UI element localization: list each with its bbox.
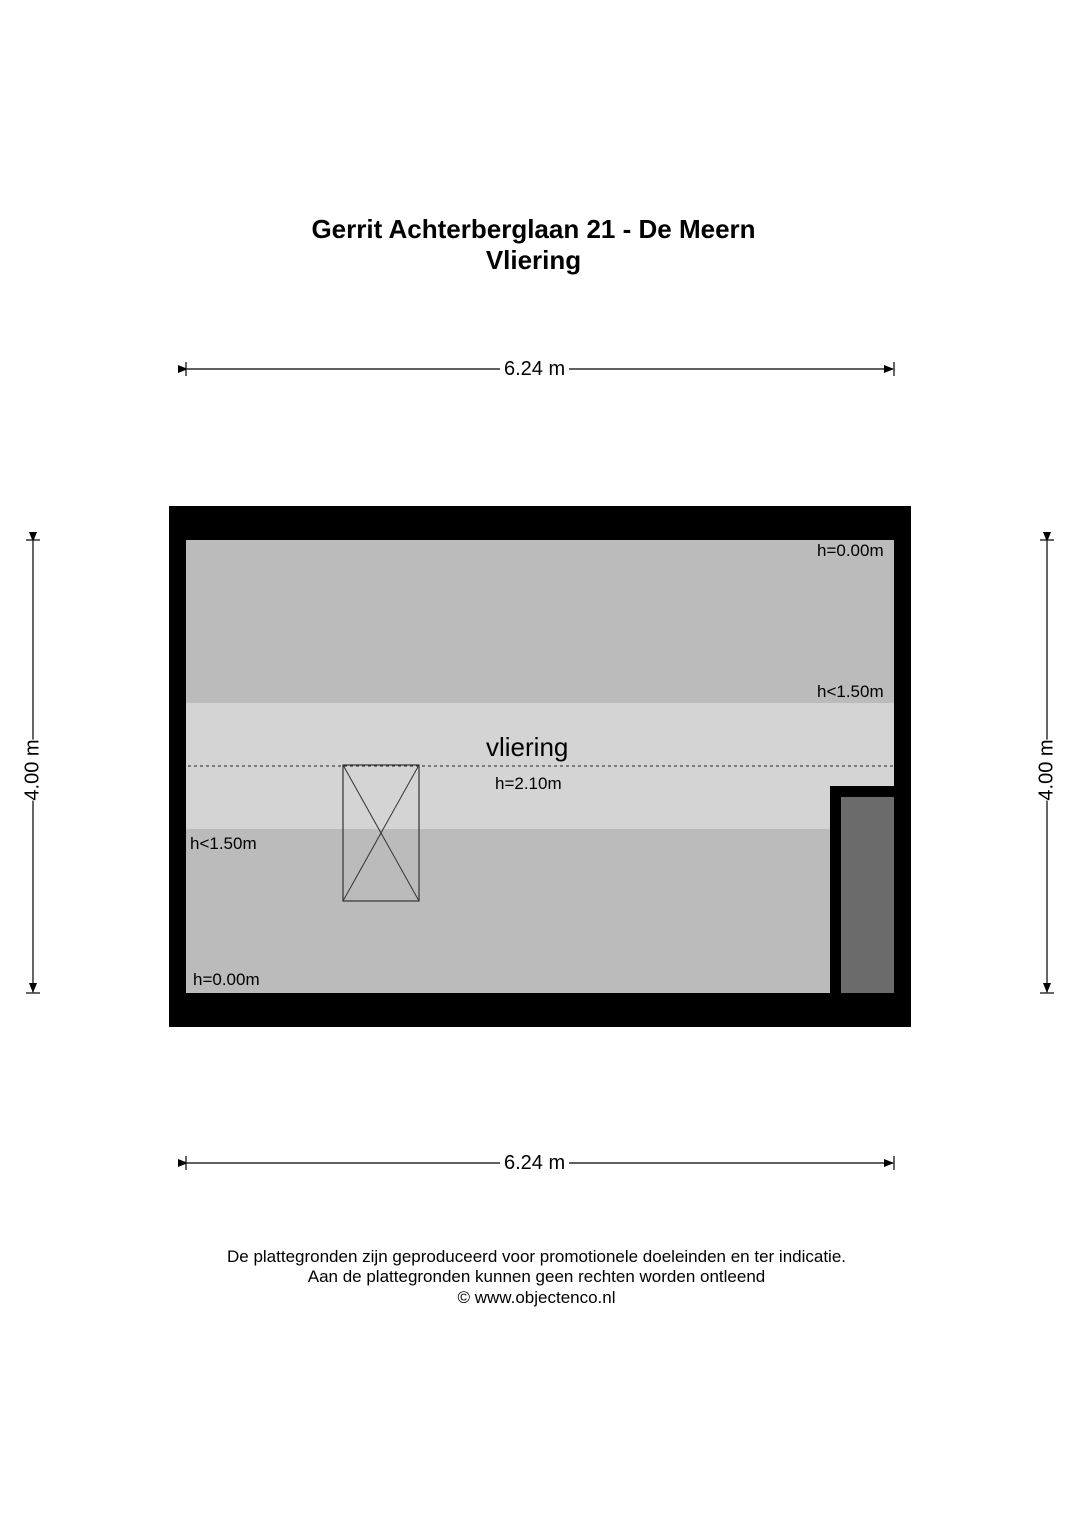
left-height-label: 4.00 m: [18, 739, 48, 800]
height-label-top-band: h<1.50m: [817, 682, 884, 701]
height-label-top-edge: h=0.00m: [817, 541, 884, 560]
bottom-width-label: 6.24 m: [500, 1152, 569, 1174]
stair-void: [841, 797, 894, 993]
low-ceiling-zone-top: [186, 540, 894, 703]
room-name: vliering: [486, 732, 569, 762]
top-width-label: 6.24 m: [500, 358, 569, 380]
height-label-center: h=2.10m: [495, 774, 562, 793]
height-label-bottom-band: h<1.50m: [190, 834, 257, 853]
copyright-link[interactable]: © www.objectenco.nl: [457, 1288, 616, 1307]
right-height-label: 4.00 m: [1032, 739, 1062, 800]
disclaimer-line-1: De plattegronden zijn geproduceerd voor promotionele doeleinden en ter indicatie.: [226, 1247, 847, 1266]
page-title-address: Gerrit Achterberglaan 21 - De Meern: [311, 214, 756, 244]
page-title-floor: Vliering: [485, 245, 582, 275]
disclaimer-line-2: Aan de plattegronden kunnen geen rechten worden ontleend: [307, 1267, 766, 1286]
low-ceiling-zone-bottom: [186, 829, 894, 993]
height-label-bottom-edge: h=0.00m: [193, 970, 260, 989]
